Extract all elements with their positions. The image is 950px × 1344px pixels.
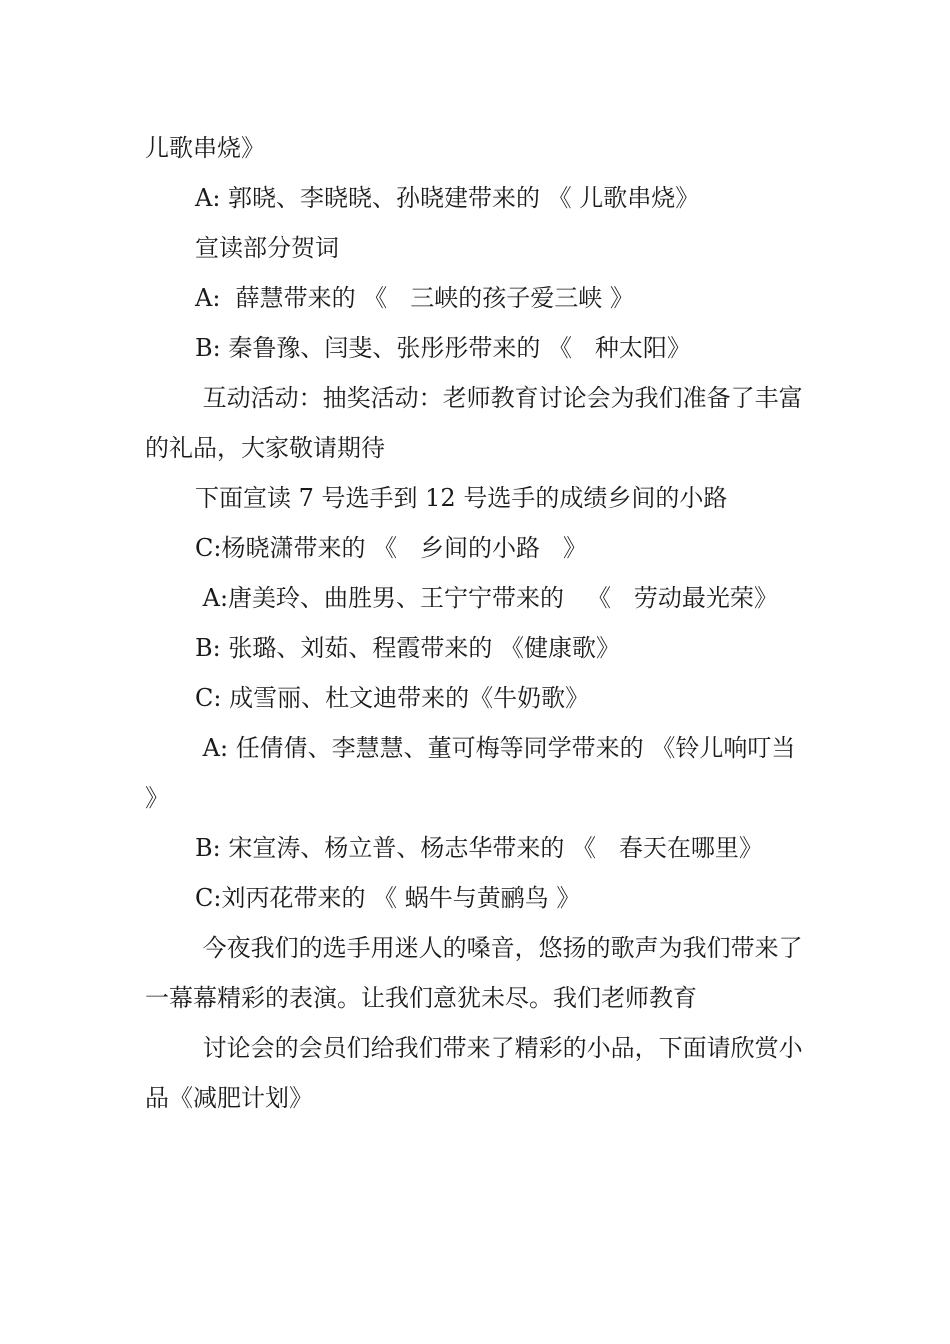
- paragraph-3: 宣读部分贺词: [195, 234, 339, 262]
- paragraph-16: 讨论会的会员们给我们带来了精彩的小品，下面请欣赏小品《减肥计划》: [145, 1034, 803, 1112]
- paragraph-10: B: 张璐、刘茹、程霞带来的 《健康歌》: [195, 634, 620, 662]
- paragraph-12: A: 任倩倩、李慧慧、董可梅等同学带来的 《铃儿响叮当 》: [145, 734, 803, 812]
- paragraph-14: C:刘丙花带来的 《 蜗牛与黄鹂鸟 》: [195, 884, 581, 912]
- paragraph-1: 儿歌串烧》: [145, 134, 265, 162]
- paragraph-6: 互动活动：抽奖活动：老师教育讨论会为我们准备了丰富的礼品，大家敬请期待: [145, 384, 803, 462]
- paragraph-13: B: 宋宣涛、杨立普、杨志华带来的 《 春天在哪里》: [195, 834, 763, 862]
- paragraph-4: A: 薛慧带来的 《 三峡的孩子爱三峡 》: [195, 284, 634, 312]
- paragraph-11: C: 成雪丽、杜文迪带来的《牛奶歌》: [195, 684, 590, 712]
- paragraph-2: A: 郭晓、李晓晓、孙晓建带来的 《 儿歌串烧》: [195, 184, 700, 212]
- paragraph-7: 下面宣读 7 号选手到 12 号选手的成绩乡间的小路: [195, 484, 728, 512]
- document-body: [145, 123, 810, 1123]
- paragraph-5: B: 秦鲁豫、闫斐、张彤彤带来的 《 种太阳》: [195, 334, 691, 362]
- paragraph-15: 今夜我们的选手用迷人的嗓音，悠扬的歌声为我们带来了一幕幕精彩的表演。让我们意犹未尽。我们老师教育: [145, 934, 803, 1012]
- paragraph-8: C:杨晓潇带来的 《 乡间的小路 》: [195, 534, 587, 562]
- paragraph-9: A:唐美玲、曲胜男、王宁宁带来的 《 劳动最光荣》: [195, 584, 778, 612]
